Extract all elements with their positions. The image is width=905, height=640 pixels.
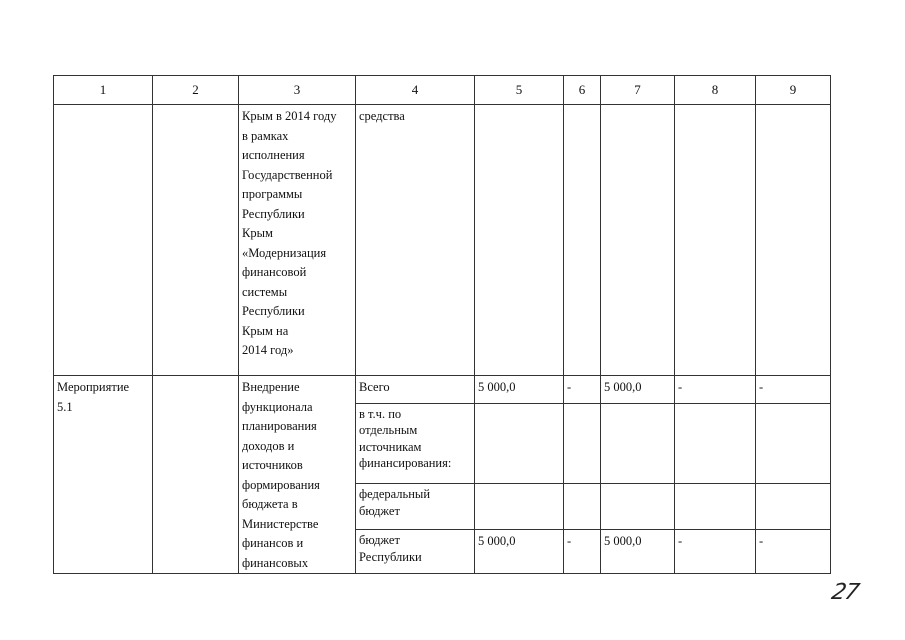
table-cell xyxy=(756,105,831,376)
table-cell xyxy=(475,105,564,376)
funding-source-cell xyxy=(356,484,475,530)
amount-cell xyxy=(601,403,675,484)
amount-text: 5 000,0 xyxy=(604,534,642,549)
amount-cell xyxy=(475,484,564,530)
measure-id-cell xyxy=(54,376,153,574)
amount-text: - xyxy=(567,534,572,549)
program-table xyxy=(53,75,831,574)
amount-cell xyxy=(756,484,831,530)
table-cell xyxy=(153,376,239,574)
amount-cell xyxy=(675,484,756,530)
amount-cell xyxy=(475,530,564,574)
amount-text: - xyxy=(678,380,683,394)
amount-cell xyxy=(675,403,756,484)
table-cell xyxy=(601,105,675,376)
column-header: 7 xyxy=(601,76,675,105)
funding-source-text: в т.ч. по отдельным источникам финансирования: xyxy=(359,406,452,471)
amount-cell xyxy=(564,484,601,530)
amount-cell xyxy=(675,530,756,574)
column-header: 9 xyxy=(756,76,831,105)
amount-cell xyxy=(564,530,601,574)
column-header: 8 xyxy=(675,76,756,105)
table-cell xyxy=(564,105,601,376)
amount-cell xyxy=(675,376,756,404)
funding-source-text: Всего xyxy=(359,380,390,394)
program-name-text: Крым в 2014 году в рамках исполнения Государственной программы Республики Крым «Модернизация финансовой системы Республики Крым на 2014 год» xyxy=(242,109,337,357)
column-header: 4 xyxy=(356,76,475,105)
amount-cell xyxy=(601,530,675,574)
amount-cell xyxy=(756,530,831,574)
amount-cell xyxy=(564,376,601,404)
amount-cell xyxy=(601,484,675,530)
amount-text: - xyxy=(567,380,572,394)
column-header: 5 xyxy=(475,76,564,105)
amount-cell xyxy=(756,376,831,404)
amount-cell xyxy=(601,376,675,404)
table-row xyxy=(54,105,831,376)
table-cell xyxy=(675,105,756,376)
funding-source-cell xyxy=(356,403,475,484)
funding-source-cell xyxy=(356,376,475,404)
amount-text: - xyxy=(759,380,764,394)
amount-cell xyxy=(564,403,601,484)
funding-source-cell xyxy=(356,530,475,574)
column-header: 6 xyxy=(564,76,601,105)
amount-cell xyxy=(475,376,564,404)
measure-name-cell xyxy=(239,376,356,574)
table-header-row xyxy=(54,76,831,105)
amount-text: 5 000,0 xyxy=(478,380,516,394)
column-header: 2 xyxy=(153,76,239,105)
amount-text: 5 000,0 xyxy=(478,534,516,549)
program-name-cell xyxy=(239,105,356,376)
funding-source-text: федеральный бюджет xyxy=(359,487,431,519)
measure-name-text: Внедрение функционала планирования доходов и источников формирования бюджета в Министерстве финансов и финансовых xyxy=(242,380,320,570)
amount-text: - xyxy=(759,534,764,549)
table-cell xyxy=(153,105,239,376)
funding-source-cell xyxy=(356,105,475,376)
measure-id-text: Мероприятие 5.1 xyxy=(57,380,130,414)
amount-text: - xyxy=(678,534,683,549)
amount-cell xyxy=(475,403,564,484)
funding-source-text: бюджет Республики xyxy=(359,533,422,565)
page-number: 27 xyxy=(829,580,861,605)
column-header: 1 xyxy=(54,76,153,105)
amount-text: 5 000,0 xyxy=(604,380,642,394)
column-header: 3 xyxy=(239,76,356,105)
funding-source-text: средства xyxy=(359,109,405,123)
table-cell xyxy=(54,105,153,376)
amount-cell xyxy=(756,403,831,484)
table-row xyxy=(54,376,831,404)
